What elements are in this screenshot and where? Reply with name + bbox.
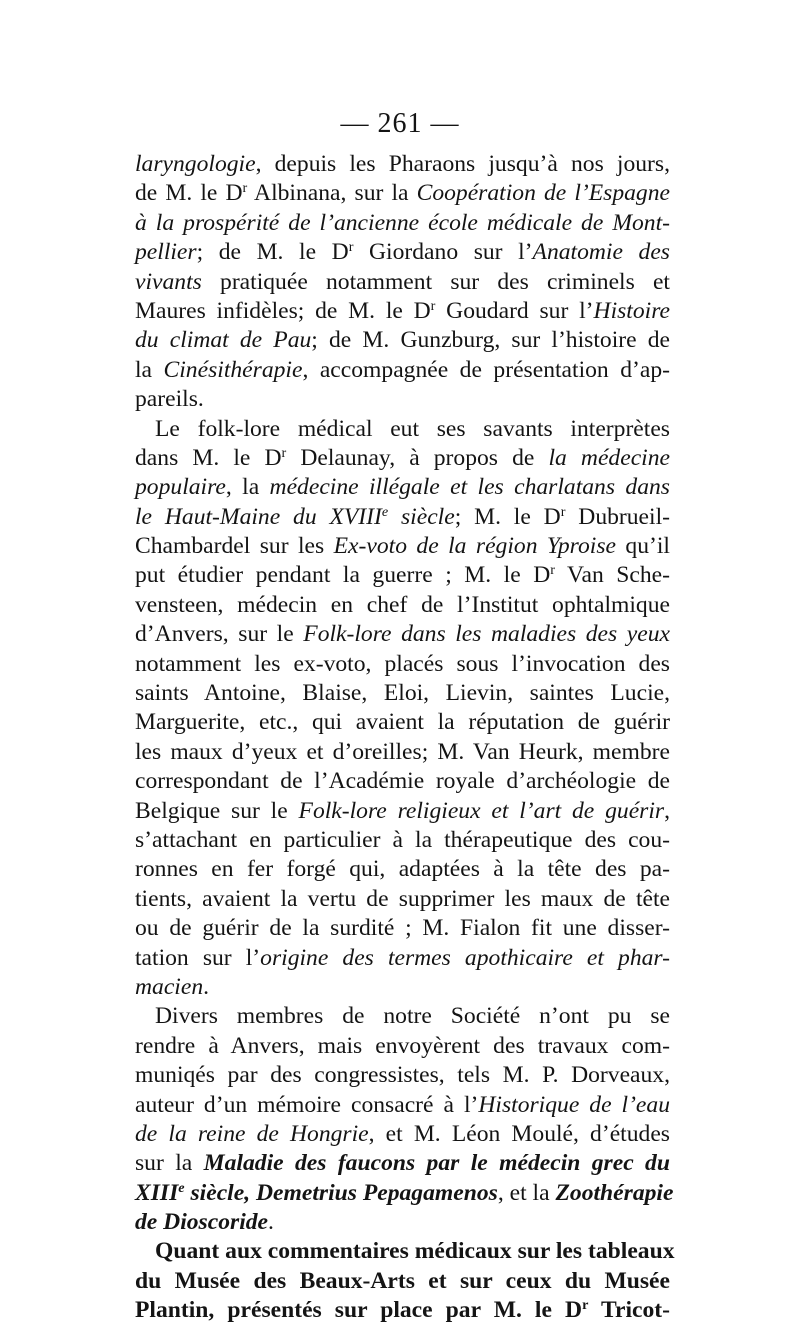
text-line: sur la Maladie des faucons par le médecin grec du bbox=[135, 1150, 670, 1177]
text-line: XIIIe siècle, Demetrius Pepagamenos, et la Zoothérapie bbox=[135, 1179, 674, 1206]
text-line: le Haut-Maine du XVIIIe siècle; M. le $D^r$ Dubrueil- bbox=[135, 503, 671, 530]
text-line: put étudier pendant la guerre ; M. le $D^r$ Van Sche- bbox=[135, 562, 670, 589]
text-line: d’Anvers, sur le Folk-lore dans les maladies des yeux bbox=[135, 621, 670, 648]
text-line: de Dioscoride. bbox=[135, 1209, 274, 1236]
paragraph-start-line: Divers membres de notre Société n’ont pu se bbox=[155, 1003, 670, 1030]
text-line: notamment les ex-voto, placés sous l’invocation des bbox=[135, 650, 670, 677]
text-line: tation sur l’origine des termes apothicaire et phar- bbox=[135, 944, 670, 971]
text-line: auteur d’un mémoire consacré à l’Historique de l’eau bbox=[135, 1091, 670, 1118]
paragraph-start-line: Le folk-lore médical eut ses savants interprètes bbox=[155, 415, 670, 442]
text-line: ou de guérir de la surdité ; M. Fialon fit une disser- bbox=[135, 915, 670, 942]
text-line: de M. le $D^r$ Albinana, sur la Coopération de l’Espagne bbox=[135, 180, 670, 207]
text-line: macien. bbox=[135, 973, 210, 1000]
body-text bbox=[135, 150, 675, 1326]
text-line: la Cinésithérapie, accompagnée de présentation d’ap- bbox=[135, 356, 670, 383]
text-line: Chambardel sur les Ex-voto de la région Yproise qu’il bbox=[135, 533, 670, 560]
text-line: Marguerite, etc., qui avaient la réputation de guérir bbox=[135, 709, 670, 736]
text-line: populaire, la médecine illégale et les charlatans dans bbox=[135, 474, 670, 501]
text-line: pellier; de M. le $D^r$ Giordano sur l’Anatomie des bbox=[135, 239, 670, 266]
text-line: Plantin, présentés sur place par M. le $D^r$ Tricot- bbox=[135, 1297, 670, 1324]
text-line: de la reine de Hongrie, et M. Léon Moulé, d’études bbox=[135, 1120, 670, 1147]
text-line: les maux d’yeux et d’oreilles; M. Van Heurk, membre bbox=[135, 738, 670, 765]
page-number: — 261 — bbox=[340, 108, 460, 139]
text-line: muniqés par des congressistes, tels M. P. Dorveaux, bbox=[135, 1062, 670, 1089]
text-line: du Musée des Beaux-Arts et sur ceux du Musée bbox=[135, 1267, 670, 1294]
text-line: du climat de Pau; de M. Gunzburg, sur l’histoire de bbox=[135, 327, 670, 354]
text-line: Maures infidèles; de M. le $D^r$ Goudard sur l’Histoire bbox=[135, 297, 670, 324]
text-line: vensteen, médecin en chef de l’Institut ophtalmique bbox=[135, 591, 670, 618]
text-line: saints Antoine, Blaise, Eloi, Lievin, saintes Lucie, bbox=[135, 680, 670, 707]
text-line: s’attachant en particulier à la thérapeutique des cou- bbox=[135, 826, 670, 853]
text-line: tients, avaient la vertu de supprimer les maux de tête bbox=[135, 885, 670, 912]
text-line: ronnes en fer forgé qui, adaptées à la tête des pa- bbox=[135, 856, 670, 883]
text-line: à la prospérité de l’ancienne école médicale de Mont- bbox=[135, 209, 670, 236]
text-line: laryngologie, depuis les Pharaons jusqu’à nos jours, bbox=[135, 151, 670, 177]
text-line: correspondant de l’Académie royale d’archéologie de bbox=[135, 768, 670, 795]
text-line: vivants pratiquée notamment sur des criminels et bbox=[135, 268, 670, 295]
text-line: dans M. le $D^r$ Delaunay, à propos de la médecine bbox=[135, 444, 670, 471]
text-line: pareils. bbox=[135, 386, 204, 413]
text-line: Belgique sur le Folk-lore religieux et l’art de guérir, bbox=[135, 797, 670, 824]
text-line: rendre à Anvers, mais envoyèrent des travaux com- bbox=[135, 1032, 670, 1059]
paragraph-start-line: Quant aux commentaires médicaux sur les tableaux bbox=[155, 1238, 675, 1265]
